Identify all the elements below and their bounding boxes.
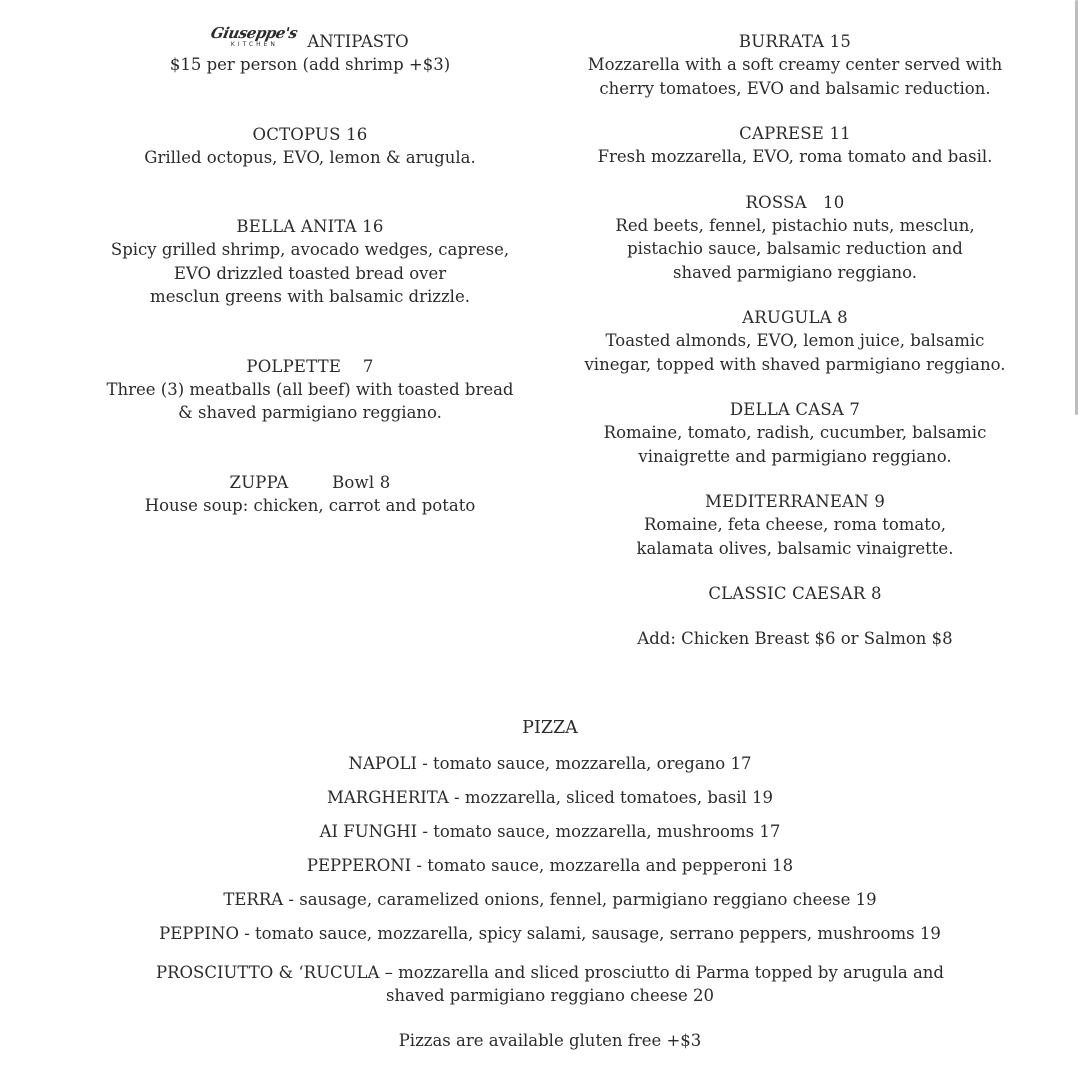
- item-title: MEDITERRANEAN 9: [704, 492, 886, 511]
- item-desc: Romaine, tomato, radish, cucumber, balsamic vinaigrette and parmigiano reggiano.: [603, 423, 987, 466]
- menu-item-antipasto: [70, 24, 550, 77]
- menu-item-caprese: [560, 122, 1030, 169]
- item-desc: Red beets, fennel, pistachio nuts, mesclun, pistachio sauce, balsamic reduction and shaved parmigiano reggiano.: [615, 215, 975, 282]
- item-desc: Toasted almonds, EVO, lemon juice, balsamic vinegar, topped with shaved parmigiano reggiano.: [584, 331, 1006, 374]
- menu-item-arugula: [560, 306, 1030, 376]
- item-title: BELLA ANITA 16: [236, 217, 384, 236]
- menu-item-bella-anita: [70, 215, 550, 309]
- pizza-item: MARGHERITA - mozzarella, sliced tomatoes, basil 19: [326, 788, 774, 807]
- pizza-item: PEPPINO - tomato sauce, mozzarella, spicy salami, sausage, serrano peppers, mushrooms 19: [159, 924, 941, 943]
- item-title: CLASSIC CAESAR 8: [708, 584, 882, 603]
- item-desc: Grilled octopus, EVO, lemon & arugula.: [144, 147, 476, 167]
- menu-item-rossa: [560, 191, 1030, 285]
- item-title: BURRATA 15: [738, 32, 852, 51]
- scrollbar[interactable]: [1075, 0, 1078, 415]
- pizza-item: TERRA - sausage, caramelized onions, fennel, parmigiano reggiano cheese 19: [223, 890, 877, 909]
- antipasto-header: [70, 24, 550, 53]
- item-title: ROSSA 10: [745, 192, 845, 212]
- item-title: POLPETTE 7: [246, 356, 374, 376]
- menu-item-octopus: [70, 123, 550, 170]
- section-title: PIZZA: [522, 718, 578, 738]
- menu-item-burrata: [560, 30, 1030, 100]
- item-title: DELLA CASA 7: [729, 400, 861, 419]
- item-desc: Mozzarella with a soft creamy center served with cherry tomatoes, EVO and balsamic reduction.: [587, 55, 1003, 98]
- logo-subtext: KITCHEN: [230, 41, 278, 48]
- gluten-free-note: Pizzas are available gluten free +$3: [398, 1031, 702, 1050]
- item-title: CAPRESE 11: [739, 124, 851, 143]
- menu-item-classic-caesar: [560, 582, 1030, 605]
- menu-item-della-casa: [560, 398, 1030, 468]
- logo-script-text: Giuseppe's: [209, 24, 300, 42]
- pizza-item: AI FUNGHI - tomato sauce, mozzarella, mushrooms 17: [319, 822, 781, 841]
- item-desc: Spicy grilled shrimp, avocado wedges, caprese, EVO drizzled toasted bread over mesclun greens with balsamic drizzle.: [110, 240, 510, 306]
- pizza-item-prosciutto: PROSCIUTTO & ‘RUCULA – mozzarella and sliced prosciutto di Parma topped by arugula and shaved parmigiano reggiano cheese 20: [156, 963, 944, 1005]
- pizza-section: [0, 714, 1080, 1052]
- item-desc: Fresh mozzarella, EVO, roma tomato and basil.: [597, 147, 993, 166]
- salad-add-on: Add: Chicken Breast $6 or Salmon $8: [637, 629, 953, 648]
- item-desc: Romaine, feta cheese, roma tomato, kalamata olives, balsamic vinaigrette.: [636, 515, 954, 558]
- menu-item-mediterranean: [560, 490, 1030, 560]
- item-title: OCTOPUS 16: [252, 124, 368, 144]
- item-desc: Three (3) meatballs (all beef) with toasted bread & shaved parmigiano reggiano.: [106, 379, 514, 422]
- item-title: ZUPPA Bowl 8: [229, 472, 391, 492]
- item-title: ANTIPASTO: [307, 32, 409, 51]
- right-column: [560, 30, 1030, 651]
- menu-item-polpette: [70, 355, 550, 425]
- pizza-item: NAPOLI - tomato sauce, mozzarella, oregano 17: [348, 754, 752, 773]
- restaurant-logo: [209, 24, 300, 48]
- item-desc: House soup: chicken, carrot and potato: [144, 495, 476, 515]
- left-column: [70, 24, 550, 517]
- item-title: ARUGULA 8: [742, 308, 848, 327]
- item-desc: $15 per person (add shrimp +$3): [169, 55, 451, 74]
- pizza-item: PEPPERONI - tomato sauce, mozzarella and pepperoni 18: [306, 856, 794, 875]
- menu-item-zuppa: [70, 471, 550, 518]
